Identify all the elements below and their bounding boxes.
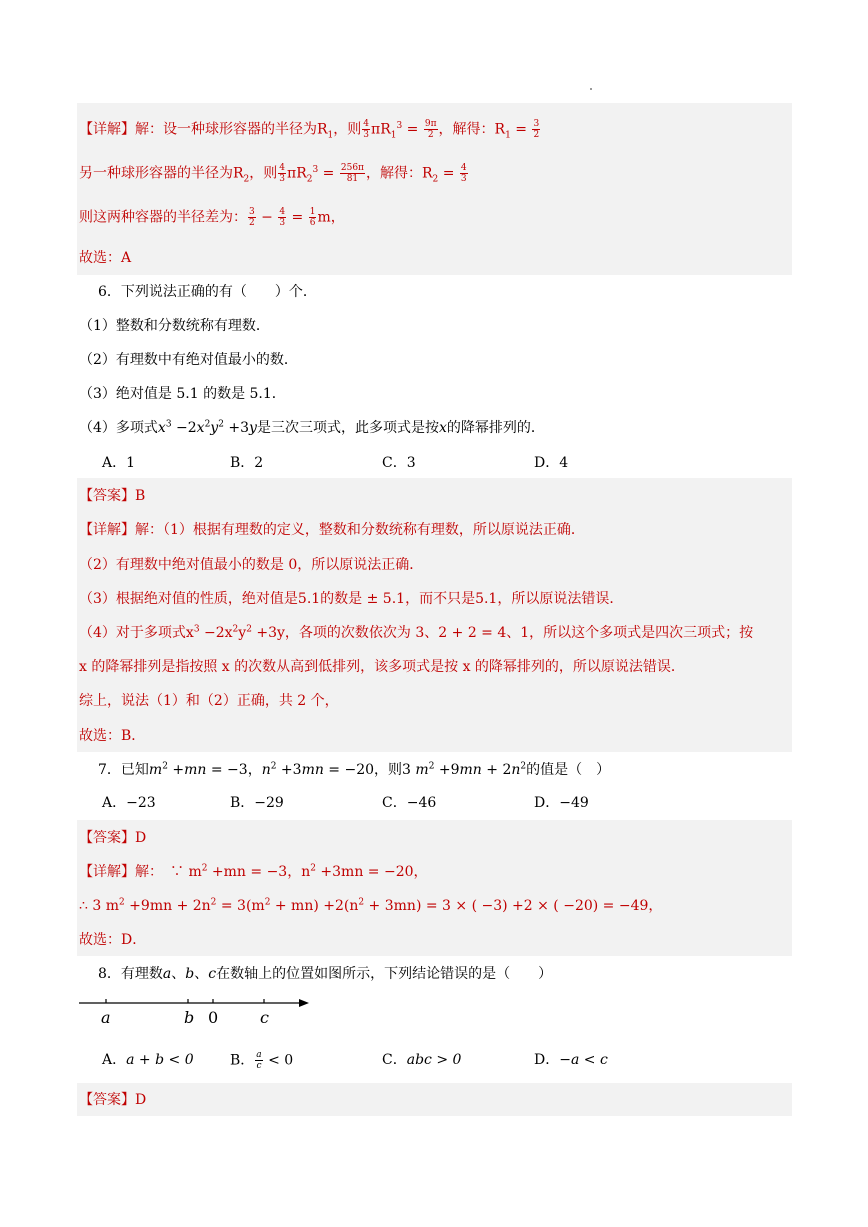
question-6-detail-7: 故选：B． — [79, 728, 146, 744]
question-6-detail-4: （4）对于多项式$x^3 -2x^2y^2 +3y$，各项的次数依次为 3、2 + 2 = 4、1，所以这个多项式是四次三项式；按 — [79, 624, 754, 641]
solution-5-line-3: 则这两种容器的半径差为： $\frac{3}{2}$ − $\frac{4}{3}$ = $\frac{1}{6}$ m， — [79, 207, 345, 228]
scan-dot — [590, 88, 592, 90]
question-6-detail-3: （3）根据绝对值的性质，绝对值是5.1的数是 ± 5.1，而不只是5.1，所以原说法错误． — [79, 591, 624, 607]
question-8-answer: 【答案】D — [79, 1092, 147, 1108]
axis-label-c: c — [260, 1008, 269, 1027]
fraction: $\frac{4}{3}$ — [279, 207, 286, 228]
question-6-statement-4: （4）多项式$x^3 -2x^2y^2 +3y$是三次三项式，此多项式是按x的降幂排列的． — [79, 419, 545, 436]
question-7-stem: 7．已知$m^2 +mn = -3$，$n^2 +3mn = -20$，则3 $m^2 +9mn + 2n^2$的值是（ ） — [98, 761, 611, 778]
number-line — [77, 995, 317, 1029]
question-6-statement-3: （3）绝对值是 5.1 的数是 5.1． — [79, 386, 286, 402]
axis-label-a: a — [101, 1008, 111, 1027]
question-6-statement-2: （2）有理数中有绝对值最小的数． — [79, 352, 298, 368]
axis-label-b: b — [184, 1008, 195, 1027]
question-6-option-d: D．4 — [534, 455, 569, 471]
question-6-option-c: C．3 — [382, 455, 416, 471]
question-8-option-c: C．abc > 0 — [382, 1052, 462, 1068]
fraction: $\frac{9\pi}{2}$ — [424, 119, 437, 140]
question-6-detail-5: x 的降幂排列是指按照 x 的次数从高到低排列，该多项式是按 x 的降幂排列的，所以原说法错误． — [79, 659, 685, 675]
question-8-option-b: B． $\frac{a}{c}$ < 0 — [230, 1050, 294, 1071]
question-8-stem: 8．有理数a、b、c在数轴上的位置如图所示，下列结论错误的是（ ） — [98, 966, 553, 982]
question-6-answer: 【答案】B — [79, 488, 146, 504]
axis-label-0: 0 — [208, 1008, 219, 1027]
question-6-option-a: A．1 — [102, 455, 136, 471]
question-6-option-b: B．2 — [230, 455, 264, 471]
fraction: $\frac{a}{c}$ — [256, 1050, 262, 1071]
question-8-option-a: A．a + b < 0 — [102, 1052, 194, 1068]
question-7-option-a: A．−23 — [102, 795, 156, 811]
question-6-detail-2: （2）有理数中绝对值最小的数是 0，所以原说法正确． — [79, 557, 424, 573]
question-7-option-d: D．−49 — [534, 795, 589, 811]
question-7-option-c: C．−46 — [382, 795, 437, 811]
solution-8-block — [77, 1083, 792, 1116]
fraction: $\frac{4}{3}$ — [363, 119, 370, 140]
question-7-detail-3: 故选：D． — [79, 932, 147, 948]
fraction: $\frac{4}{3}$ — [279, 163, 286, 184]
solution-5-conclusion: 故选：A — [79, 250, 132, 266]
question-6-statement-1: （1）整数和分数统称有理数． — [79, 318, 270, 334]
fraction: $\frac{4}{3}$ — [460, 163, 467, 184]
question-7-detail-2: ∴ 3 $m^2 +9mn + 2n^2 = 3(m^2 + mn) +2(n^2 + 3mn) = 3$ × ( −3) +2 × ( −20) = −49， — [79, 897, 663, 914]
fraction: $\frac{3}{2}$ — [249, 207, 255, 228]
question-6-detail-6: 综上，说法（1）和（2）正确，共 2 个， — [79, 693, 339, 709]
solution-7-block — [77, 820, 792, 956]
question-6-stem: 6．下列说法正确的有（ ）个． — [98, 284, 317, 300]
question-6-detail-1: 【详解】解：（1）根据有理数的定义，整数和分数统称有理数，所以原说法正确． — [79, 522, 585, 538]
question-8-option-d: D．−a < c — [534, 1052, 608, 1068]
number-line-arrow — [299, 999, 309, 1007]
solution-5-line-2: 另一种球形容器的半径为$R_2$，则 $\frac{4}{3}$ $\pi R_2^3$ = $\frac{256\pi}{81}$ ，解得：$R_2$ = $\frac{4}{3}$ — [79, 163, 467, 185]
fraction: $\frac{256\pi}{81}$ — [340, 163, 364, 184]
question-7-option-b: B．−29 — [230, 795, 284, 811]
question-7-detail-1: 【详解】解： ∵ $m^2 +mn = -3$，$n^2 +3mn = -20$， — [79, 863, 428, 880]
fraction: $\frac{3}{2}$ — [533, 119, 540, 140]
solution-5-line-1: 【详解】解：设一种球形容器的半径为$R_1$，则 $\frac{4}{3}$ $\pi R_1^3$ = $\frac{9\pi}{2}$ ，解得：$R_1$ = $\frac{3}{2}$ — [79, 119, 540, 141]
question-7-answer: 【答案】D — [79, 830, 147, 846]
fraction: $\frac{1}{6}$ — [309, 207, 316, 228]
